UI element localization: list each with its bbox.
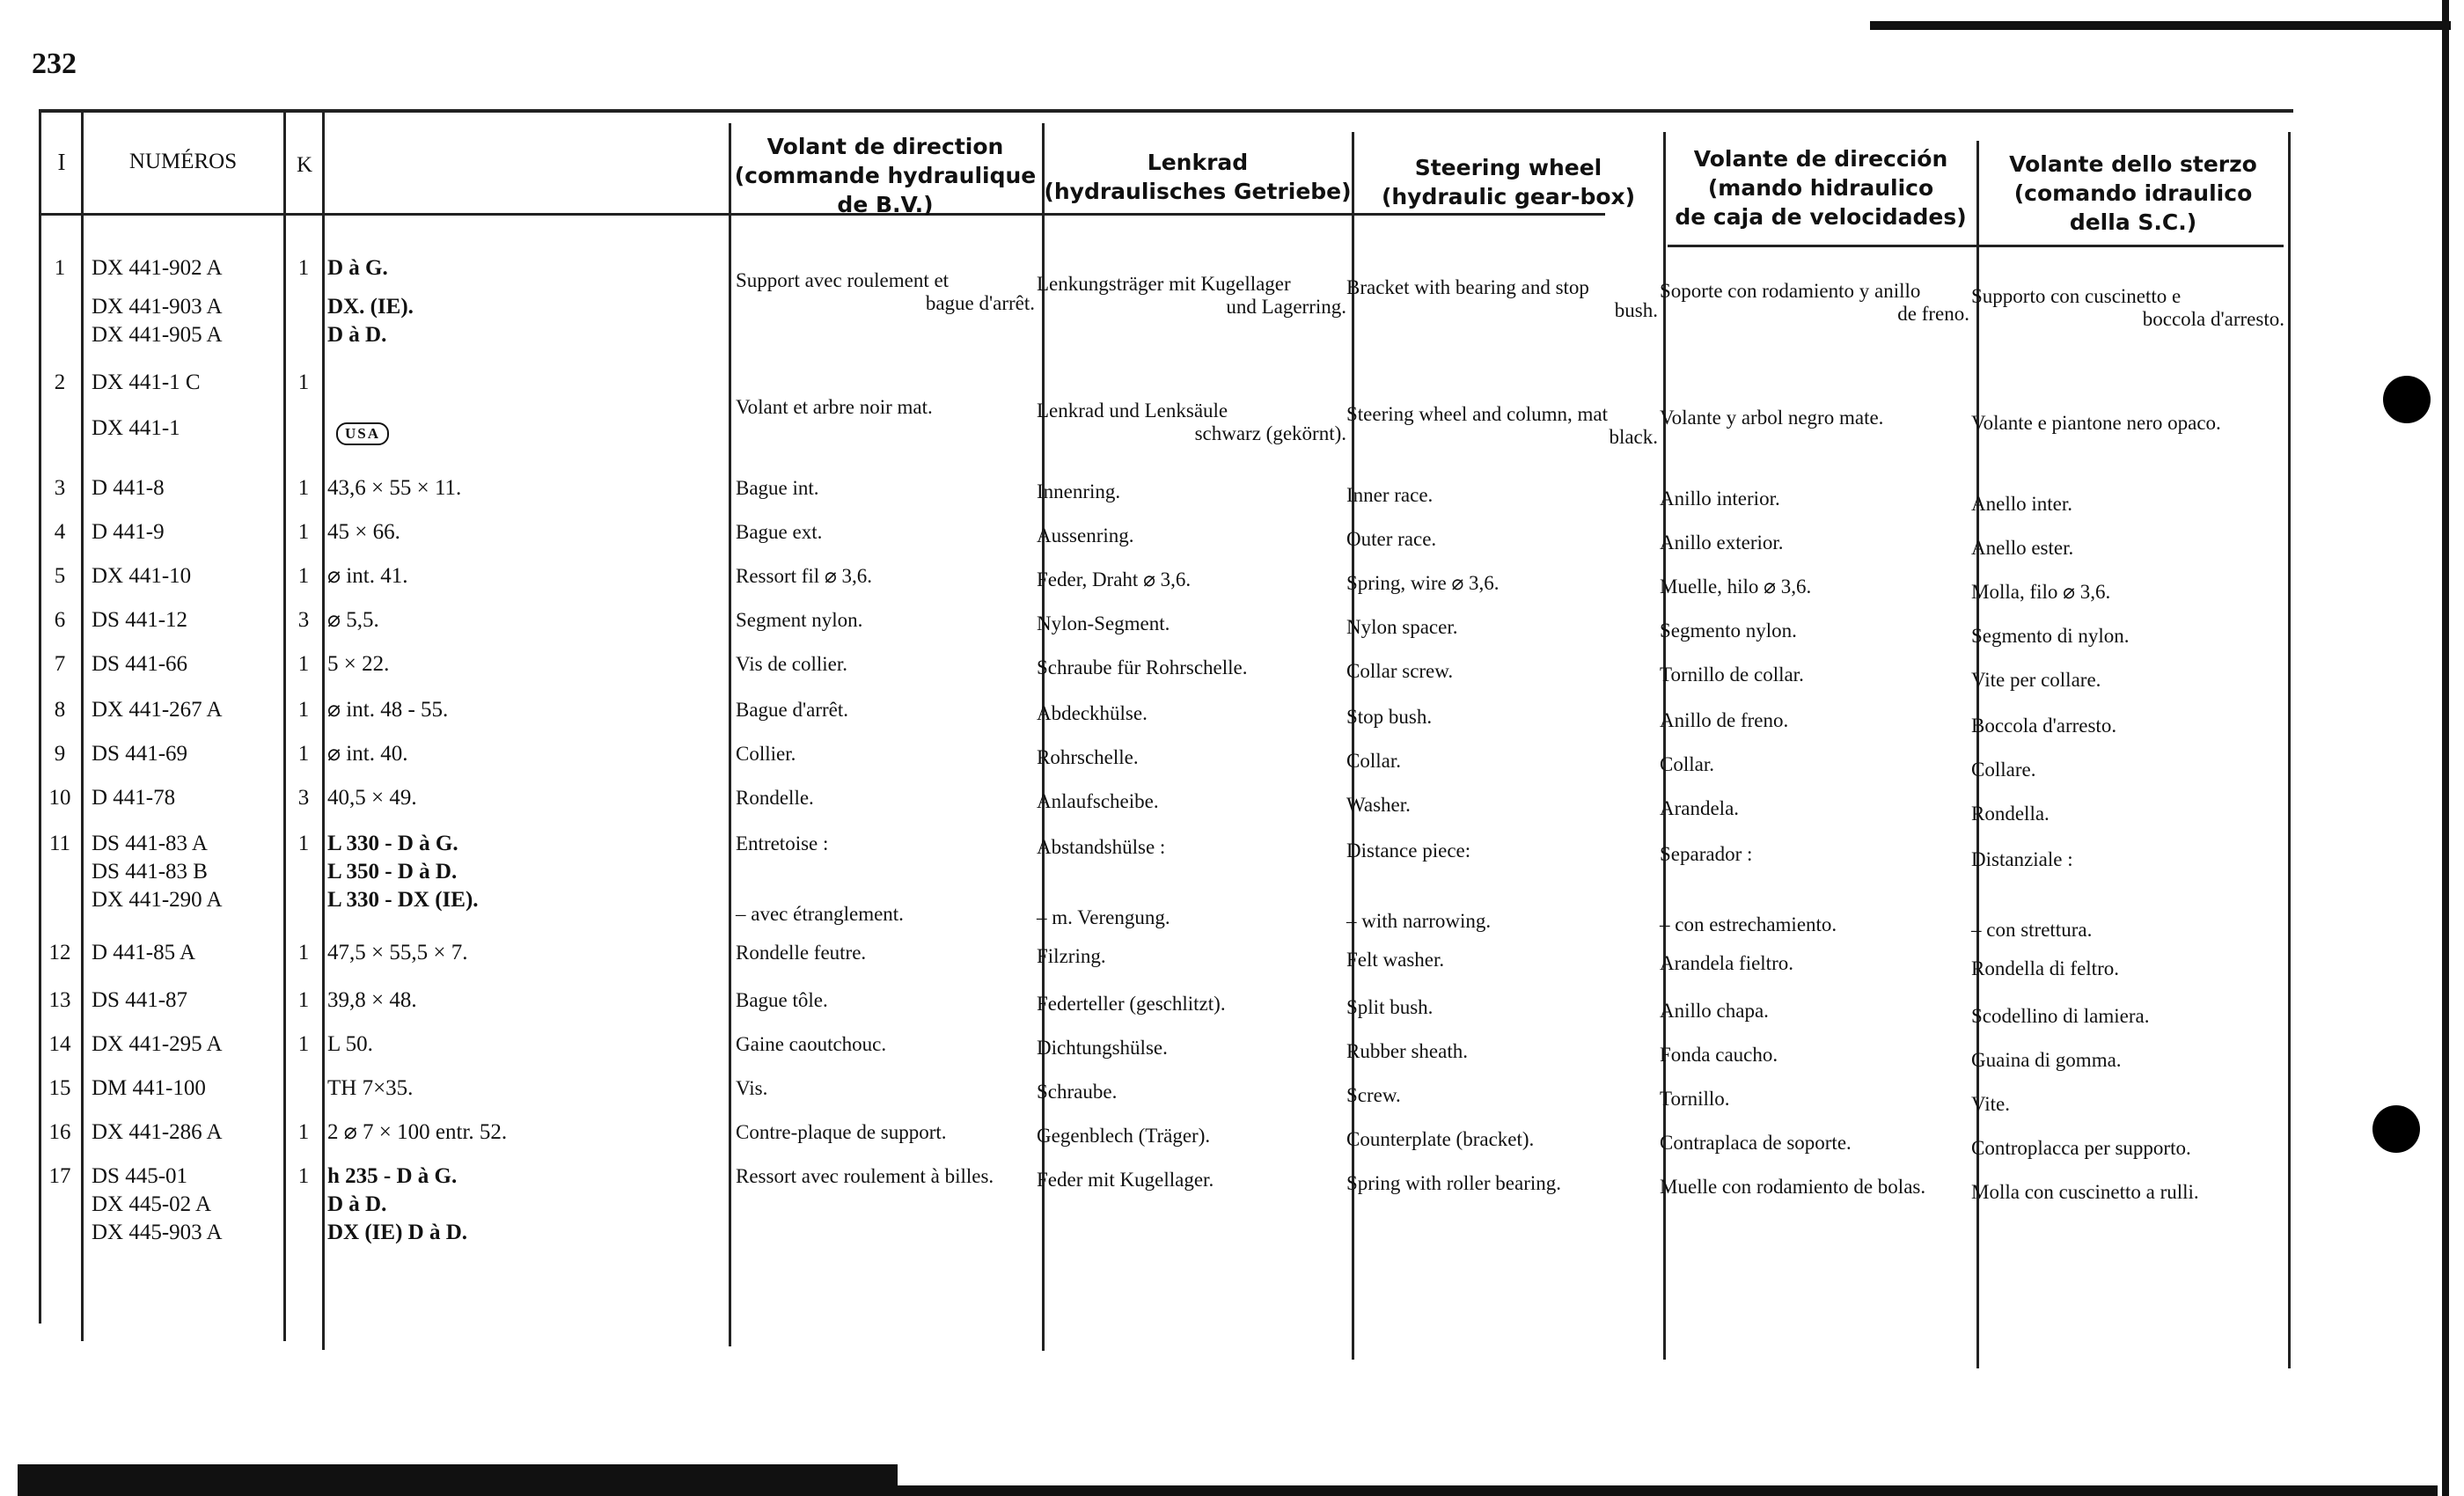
- description-it: Volante e piantone nero opaco.: [1971, 412, 2221, 434]
- header-german-line: Lenkrad: [1147, 150, 1249, 175]
- punch-hole-bottom: [2372, 1105, 2420, 1153]
- spec-value: h 235 - D à G.: [327, 1164, 458, 1188]
- description-fr: Entretoise :: [736, 832, 829, 854]
- quantity-k: 1: [297, 742, 310, 766]
- header-spanish-line: de caja de velocidades): [1675, 204, 1967, 230]
- part-number: DS 441-12: [92, 608, 188, 632]
- row-index: 3: [54, 476, 66, 500]
- header-italian: [1978, 150, 2288, 237]
- description-de: Filzring.: [1037, 945, 1106, 967]
- quantity-k: 1: [297, 520, 310, 544]
- header-numbers: NUMÉROS: [128, 150, 238, 173]
- part-number: DX 441-267 A: [92, 698, 223, 722]
- row-index: 2: [54, 370, 66, 394]
- quantity-k: 1: [297, 832, 310, 855]
- row-index: 7: [54, 652, 66, 676]
- description-en: Bracket with bearing and stop: [1346, 276, 1589, 298]
- spec-value: L 50.: [327, 1032, 373, 1056]
- description-fr: – avec étranglement.: [736, 903, 904, 925]
- description-de: Abstandshülse :: [1037, 836, 1166, 858]
- spec-value: DX. (IE).: [327, 295, 414, 319]
- description-de: schwarz (gekörnt).: [1194, 422, 1346, 444]
- part-number: DX 441-1: [92, 416, 180, 440]
- description-de: Abdeckhülse.: [1037, 702, 1148, 724]
- description-fr: Bague d'arrêt.: [736, 699, 849, 721]
- description-en: Collar screw.: [1346, 660, 1454, 682]
- header-italian-line: della S.C.): [2069, 209, 2197, 235]
- description-es: Collar.: [1660, 753, 1714, 775]
- header-spanish-line: (mando hidraulico: [1707, 175, 1934, 201]
- description-it: Scodellino di lamiera.: [1971, 1005, 2150, 1027]
- description-de: Feder, Draht ⌀ 3,6.: [1037, 568, 1192, 590]
- row-index: 14: [48, 1032, 71, 1056]
- description-fr: Bague tôle.: [736, 989, 828, 1011]
- quantity-k: 1: [297, 1120, 310, 1144]
- spec-value: ⌀ int. 40.: [327, 742, 408, 766]
- part-number: DX 441-286 A: [92, 1120, 223, 1144]
- description-es: Anillo exterior.: [1660, 532, 1784, 554]
- description-es: Arandela.: [1660, 797, 1740, 819]
- row-index: 5: [54, 564, 66, 588]
- description-es: Anillo de freno.: [1660, 709, 1789, 731]
- row-index: 8: [54, 698, 66, 722]
- part-number: DM 441-100: [92, 1076, 206, 1100]
- description-de: Dichtungshülse.: [1037, 1037, 1168, 1059]
- description-es: Anillo chapa.: [1660, 1000, 1769, 1022]
- description-de: Rohrschelle.: [1037, 746, 1139, 768]
- description-es: de freno.: [1897, 303, 1969, 325]
- description-es: Separador :: [1660, 843, 1753, 865]
- description-it: Distanziale :: [1971, 848, 2073, 870]
- description-it: Supporto con cuscinetto e: [1971, 285, 2182, 307]
- part-number: D 441-85 A: [92, 941, 196, 964]
- description-de: Anlaufscheibe.: [1037, 790, 1159, 812]
- description-fr: Volant et arbre noir mat.: [736, 396, 933, 418]
- description-en: black.: [1609, 426, 1658, 448]
- description-it: Guaina di gomma.: [1971, 1049, 2122, 1071]
- quantity-k: 1: [297, 941, 310, 964]
- description-fr: Segment nylon.: [736, 609, 863, 631]
- description-fr: Rondelle.: [736, 787, 814, 809]
- description-de: Gegenblech (Träger).: [1037, 1125, 1211, 1147]
- description-fr: Gaine caoutchouc.: [736, 1033, 887, 1055]
- part-number: DX 441-290 A: [92, 888, 223, 912]
- usa-badge: [336, 419, 389, 445]
- description-it: Molla, filo ⌀ 3,6.: [1971, 581, 2111, 603]
- part-number: DS 441-87: [92, 988, 188, 1012]
- description-fr: Bague int.: [736, 477, 819, 499]
- description-en: – with narrowing.: [1346, 910, 1492, 932]
- description-it: Rondella.: [1971, 803, 2050, 825]
- bottom-rule-thick: [18, 1464, 898, 1496]
- description-it: Anello ester.: [1971, 537, 2074, 559]
- quantity-k: 1: [297, 652, 310, 676]
- quantity-k: 1: [297, 698, 310, 722]
- header-french-line: de B.V.): [837, 192, 934, 217]
- usa-badge-label: USA: [336, 422, 389, 445]
- description-es: Segmento nylon.: [1660, 620, 1797, 642]
- description-de: Nylon-Segment.: [1037, 612, 1170, 634]
- col-line-9: [2288, 132, 2291, 1368]
- description-it: boccola d'arresto.: [2142, 308, 2284, 330]
- description-it: – con strettura.: [1971, 919, 2093, 941]
- spec-value: TH 7×35.: [327, 1076, 414, 1100]
- row-index: 12: [48, 941, 71, 964]
- header-german: [1044, 148, 1352, 206]
- spec-value: 2 ⌀ 7 × 100 entr. 52.: [327, 1120, 508, 1144]
- row-index: 11: [48, 832, 71, 855]
- row-index: 10: [48, 786, 71, 810]
- part-number: DX 441-905 A: [92, 323, 223, 347]
- table-top-border: [39, 109, 2293, 113]
- description-en: Stop bush.: [1346, 706, 1433, 728]
- description-it: Segmento di nylon.: [1971, 625, 2130, 647]
- description-fr: Vis.: [736, 1077, 768, 1099]
- header-english-line: (hydraulic gear-box): [1381, 184, 1636, 209]
- description-es: Anillo interior.: [1660, 488, 1780, 510]
- description-fr: Rondelle feutre.: [736, 942, 867, 964]
- col-line-4: [729, 123, 731, 1346]
- quantity-k: 3: [297, 608, 310, 632]
- description-it: Anello inter.: [1971, 493, 2072, 515]
- page-number: 232: [32, 48, 77, 80]
- description-es: Tornillo.: [1660, 1088, 1730, 1110]
- description-en: Steering wheel and column, mat: [1346, 403, 1609, 425]
- description-en: bush.: [1614, 299, 1658, 321]
- spec-value: L 330 - D à G.: [327, 832, 458, 855]
- part-number: DX 445-02 A: [92, 1192, 212, 1216]
- spec-value: D à G.: [327, 256, 388, 280]
- row-index: 1: [54, 256, 66, 280]
- spec-value: ⌀ int. 48 - 55.: [327, 698, 449, 722]
- description-it: Rondella di feltro.: [1971, 957, 2119, 979]
- header-italian-line: Volante dello sterzo: [2009, 151, 2257, 177]
- col-line-2: [283, 109, 286, 1341]
- description-it: Molla con cuscinetto a rulli.: [1971, 1181, 2199, 1203]
- header-index: I: [57, 149, 66, 175]
- right-margin-bar: [2442, 0, 2449, 1496]
- spec-value: L 350 - D à D.: [327, 860, 458, 884]
- description-fr: Ressort fil ⌀ 3,6.: [736, 565, 873, 587]
- spec-value: L 330 - DX (IE).: [327, 888, 479, 912]
- description-es: – con estrechamiento.: [1660, 913, 1837, 935]
- description-en: Nylon spacer.: [1346, 616, 1458, 638]
- spec-value: 5 × 22.: [327, 652, 390, 676]
- description-es: Tornillo de collar.: [1660, 664, 1804, 686]
- quantity-k: 1: [297, 476, 310, 500]
- part-number: DS 441-83 B: [92, 860, 208, 884]
- header-german-line: (hydraulisches Getriebe): [1044, 179, 1352, 204]
- spec-value: D à D.: [327, 323, 387, 347]
- spec-value: 43,6 × 55 × 11.: [327, 476, 462, 500]
- description-es: Contraplaca de soporte.: [1660, 1132, 1852, 1154]
- description-de: Schraube.: [1037, 1081, 1118, 1103]
- quantity-k: 1: [297, 370, 310, 394]
- description-en: Counterplate (bracket).: [1346, 1128, 1535, 1150]
- header-divider-right: [1668, 245, 2284, 247]
- description-en: Felt washer.: [1346, 949, 1445, 971]
- description-es: Muelle con rodamiento de bolas.: [1660, 1176, 1926, 1198]
- description-fr: bague d'arrêt.: [925, 292, 1035, 314]
- description-es: Arandela fieltro.: [1660, 952, 1793, 974]
- part-number: DX 441-1 C: [92, 370, 201, 394]
- description-en: Inner race.: [1346, 484, 1434, 506]
- quantity-k: 1: [297, 1164, 310, 1188]
- description-en: Collar.: [1346, 750, 1401, 772]
- part-number: DX 441-903 A: [92, 295, 223, 319]
- spec-value: 47,5 × 55,5 × 7.: [327, 941, 468, 964]
- description-es: Muelle, hilo ⌀ 3,6.: [1660, 576, 1812, 598]
- spec-value: ⌀ 5,5.: [327, 608, 379, 632]
- description-de: – m. Verengung.: [1037, 906, 1170, 928]
- description-de: Federteller (geschlitzt).: [1037, 993, 1226, 1015]
- part-number: D 441-78: [92, 786, 176, 810]
- header-english-line: Steering wheel: [1414, 155, 1602, 180]
- spec-value: 39,8 × 48.: [327, 988, 417, 1012]
- description-it: Collare.: [1971, 759, 2036, 781]
- header-italian-line: (comando idraulico: [2013, 180, 2253, 206]
- spec-value: 45 × 66.: [327, 520, 400, 544]
- header-english: [1353, 153, 1663, 211]
- quantity-k: 1: [297, 988, 310, 1012]
- spec-value: ⌀ int. 41.: [327, 564, 408, 588]
- description-en: Spring, wire ⌀ 3,6.: [1346, 572, 1500, 594]
- quantity-k: 1: [297, 1032, 310, 1056]
- row-index: 13: [48, 988, 71, 1012]
- spec-value: DX (IE) D à D.: [327, 1221, 468, 1244]
- description-es: Soporte con rodamiento y anillo: [1660, 280, 1921, 302]
- description-en: Rubber sheath.: [1346, 1040, 1468, 1062]
- part-number: DS 441-83 A: [92, 832, 208, 855]
- description-fr: Support avec roulement et: [736, 269, 950, 291]
- description-it: Controplacca per supporto.: [1971, 1137, 2191, 1159]
- part-number: DS 445-01: [92, 1164, 188, 1188]
- description-fr: Contre-plaque de support.: [736, 1121, 947, 1143]
- row-index: 4: [54, 520, 66, 544]
- row-index: 9: [54, 742, 66, 766]
- quantity-k: 1: [297, 564, 310, 588]
- spec-value: D à D.: [327, 1192, 387, 1216]
- description-fr: Bague ext.: [736, 521, 823, 543]
- description-en: Split bush.: [1346, 996, 1434, 1018]
- header-french-line: Volant de direction: [766, 134, 1004, 159]
- description-de: Innenring.: [1037, 480, 1121, 502]
- bottom-rule-thin: [898, 1485, 2438, 1496]
- row-index: 16: [48, 1120, 71, 1144]
- description-en: Distance piece:: [1346, 840, 1471, 862]
- spec-value: 40,5 × 49.: [327, 786, 417, 810]
- header-french: [729, 132, 1042, 219]
- part-number: DX 441-10: [92, 564, 192, 588]
- part-number: DS 441-69: [92, 742, 188, 766]
- quantity-k: 3: [297, 786, 310, 810]
- description-de: Lenkungsträger mit Kugellager: [1037, 273, 1291, 295]
- row-index: 17: [48, 1164, 71, 1188]
- header-spanish-line: Volante de dirección: [1693, 146, 1948, 172]
- description-it: Boccola d'arresto.: [1971, 715, 2117, 737]
- description-de: Feder mit Kugellager.: [1037, 1169, 1214, 1191]
- top-rule: [1870, 21, 2451, 30]
- description-fr: Vis de collier.: [736, 653, 848, 675]
- description-de: Lenkrad und Lenksäule: [1037, 400, 1228, 422]
- header-k: K: [296, 153, 313, 177]
- part-number: DX 441-295 A: [92, 1032, 223, 1056]
- row-index: 15: [48, 1076, 71, 1100]
- description-de: Aussenring.: [1037, 524, 1134, 546]
- description-es: Fonda caucho.: [1660, 1044, 1778, 1066]
- quantity-k: 1: [297, 256, 310, 280]
- description-es: Volante y arbol negro mate.: [1660, 407, 1884, 429]
- part-number: DX 441-902 A: [92, 256, 223, 280]
- header-spanish: [1665, 144, 1976, 231]
- header-french-line: (commande hydraulique: [734, 163, 1037, 188]
- description-en: Screw.: [1346, 1084, 1401, 1106]
- part-number: D 441-9: [92, 520, 165, 544]
- description-it: Vite per collare.: [1971, 669, 2101, 691]
- part-number: DX 445-903 A: [92, 1221, 223, 1244]
- part-number: D 441-8: [92, 476, 165, 500]
- part-number: DS 441-66: [92, 652, 188, 676]
- description-en: Outer race.: [1346, 528, 1437, 550]
- description-it: Vite.: [1971, 1093, 2010, 1115]
- description-en: Washer.: [1346, 794, 1411, 816]
- description-fr: Ressort avec roulement à billes.: [736, 1165, 994, 1187]
- row-index: 6: [54, 608, 66, 632]
- col-line-1: [81, 109, 84, 1341]
- description-de: und Lagerring.: [1226, 296, 1346, 318]
- description-de: Schraube für Rohrschelle.: [1037, 656, 1248, 678]
- description-fr: Collier.: [736, 743, 796, 765]
- punch-hole-top: [2383, 376, 2431, 423]
- col-line-3: [322, 109, 325, 1350]
- description-en: Spring with roller bearing.: [1346, 1172, 1562, 1194]
